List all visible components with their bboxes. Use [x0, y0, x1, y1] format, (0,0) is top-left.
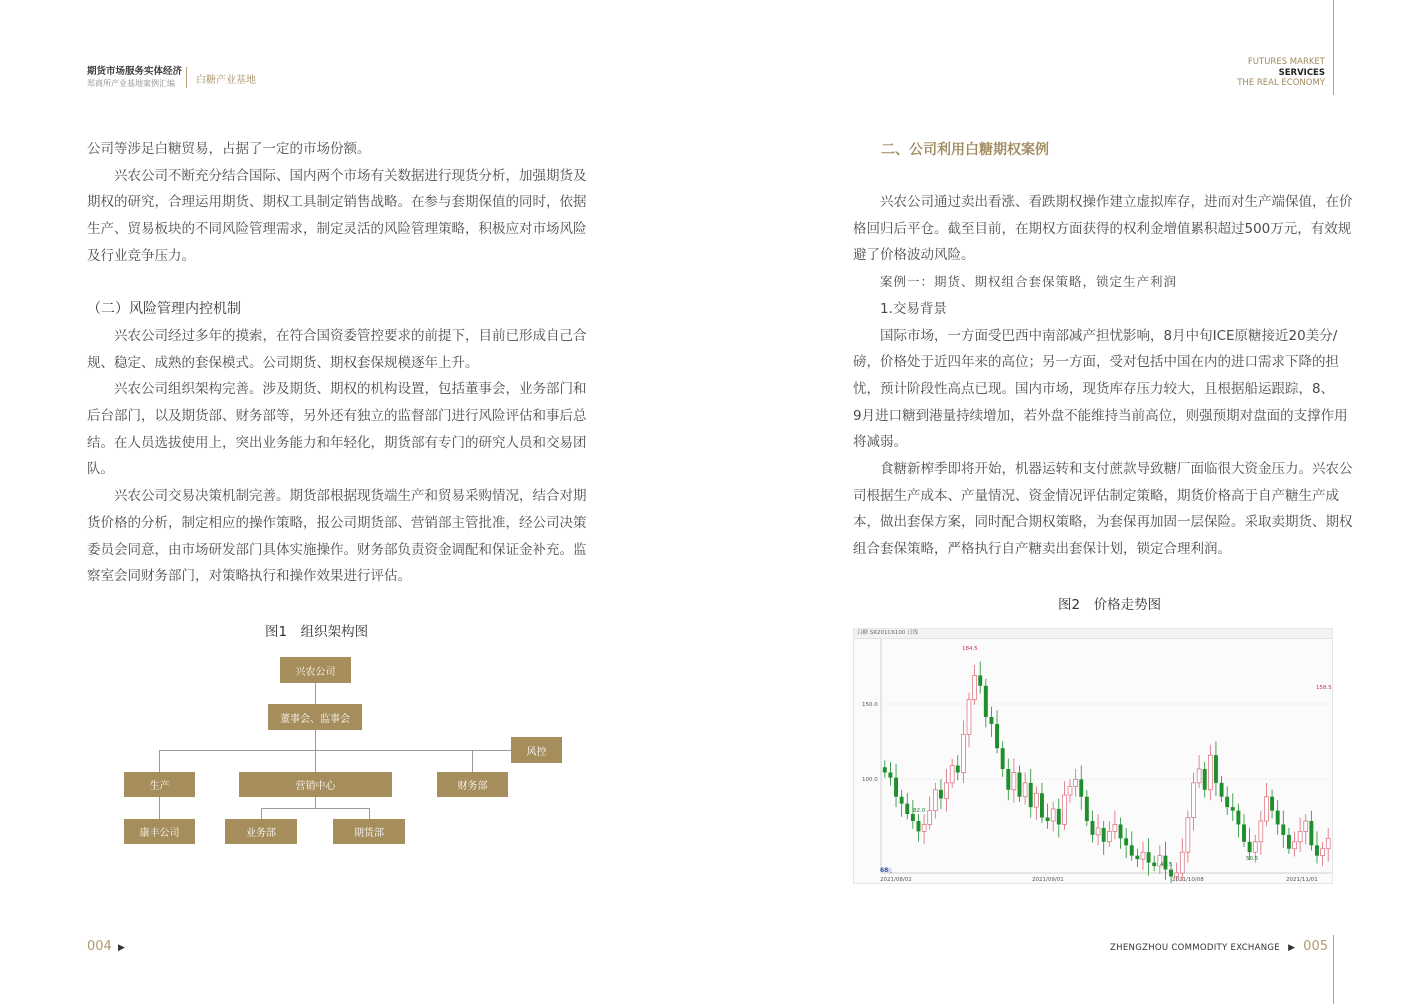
arrow-right-icon: ▶ — [1288, 943, 1296, 953]
candle-body — [995, 724, 999, 748]
candle-body — [933, 790, 937, 811]
corner-label: 68 — [880, 867, 889, 874]
candle-body — [883, 767, 887, 772]
right-paragraph-1 — [853, 189, 1353, 269]
candle-body — [1029, 783, 1033, 807]
header-real-economy: THE REAL ECONOMY — [1237, 78, 1325, 88]
text-line: 本，做出套保方案，同时配合期权策略，为套保再加固一层保险。采取卖期货、期权 — [853, 514, 1353, 531]
header-section-label: 白糖产业基地 — [196, 75, 256, 86]
org-box-futures: 期货部 — [333, 819, 405, 844]
candle-body — [1130, 845, 1134, 855]
candle-body — [1220, 783, 1224, 797]
org-connector — [159, 797, 160, 819]
candle-body — [1253, 842, 1257, 852]
candle-body — [1119, 824, 1123, 838]
annotation-high: 184.5 — [962, 646, 978, 652]
candle-body — [1096, 828, 1100, 835]
candle-body — [1124, 838, 1128, 845]
candle-body — [1259, 821, 1263, 842]
left-header — [87, 66, 182, 89]
candle-body — [894, 778, 898, 797]
candle-body — [978, 675, 982, 685]
text-line: 期权的研究，合理运用期货、期权工具制定销售战略。在参与套期保值的同时，依据 — [87, 194, 587, 211]
right-paragraph-3 — [853, 456, 1353, 563]
candle-body — [1309, 821, 1313, 845]
candle-body — [900, 797, 904, 804]
left-paragraph-3 — [87, 323, 587, 376]
org-box-business: 业务部 — [225, 819, 297, 844]
candle-body — [1270, 797, 1274, 811]
text-line: 队。 — [87, 461, 114, 478]
candle-body — [1214, 755, 1218, 783]
candle-body — [956, 766, 960, 773]
left-paragraph-4 — [87, 376, 587, 483]
header-futures-market: FUTURES MARKET — [1247, 57, 1325, 67]
org-connector — [315, 683, 316, 704]
text-line: 货价格的分析，制定相应的操作策略，报公司期货部、营销部主管批准，经公司决策 — [87, 514, 587, 531]
corner-unit: 元 — [887, 868, 893, 874]
org-box-kangfeng: 康丰公司 — [124, 819, 195, 844]
text-line: 磅，价格处于近四年来的高位；另一方面，受对包括中国在内的进口需求下降的担 — [853, 354, 1339, 371]
text-line: 国际市场，一方面受巴西中南部减产担忧影响，8月中旬ICE原糖接近20美分/ — [853, 327, 1338, 344]
org-box-marketing-center: 营销中心 — [239, 772, 392, 797]
candle-body — [922, 824, 926, 831]
candle-body — [1192, 783, 1196, 818]
candle-body — [1068, 786, 1072, 795]
text-line: 兴农公司组织架构完善。涉及期货、期权的机构设置，包括董事会，业务部门和 — [87, 381, 587, 398]
header-divider — [186, 67, 187, 88]
footer-right — [1110, 939, 1328, 954]
org-connector — [261, 808, 262, 819]
right-edge-line-bottom — [1333, 935, 1334, 1004]
candle-body — [973, 675, 977, 699]
candles-group — [883, 662, 1330, 883]
annotation-low-3: 50.5 — [1246, 856, 1259, 862]
candle-body — [1304, 821, 1308, 831]
header-services: SERVICES — [1278, 67, 1325, 78]
candle-body — [1203, 769, 1207, 790]
x-tick-label: 2021/10/08 — [1172, 877, 1204, 883]
text-line: 兴农公司不断充分结合国际、国内两个市场有关数据进行现货分析，加强期货及 — [87, 167, 587, 184]
candle-body — [1091, 821, 1095, 835]
subheading-trade-background: 1.交易背景 — [853, 300, 947, 317]
left-paragraph-5 — [87, 483, 587, 590]
org-connector — [315, 797, 316, 808]
candle-body — [1135, 856, 1139, 859]
text-line: 兴农公司经过多年的摸索，在符合国资委管控要求的前提下，目前已形成自己合 — [87, 327, 587, 344]
candle-body — [950, 766, 954, 783]
x-tick-label: 2021/09/01 — [1032, 877, 1064, 883]
left-column-text — [87, 136, 587, 590]
candle-body — [1018, 772, 1022, 796]
right-paragraph-2 — [853, 323, 1348, 457]
org-connector — [159, 750, 160, 772]
candle-body — [1102, 828, 1106, 842]
candle-body — [917, 821, 921, 831]
candle-body — [1175, 873, 1179, 876]
chart-toolbar-label: 白糖 SR201C6100 日线 — [857, 630, 919, 636]
org-box-board: 董事会、监事会 — [268, 704, 362, 730]
right-header — [1237, 57, 1325, 89]
right-edge-line-top — [1333, 0, 1334, 95]
candle-body — [1276, 811, 1280, 825]
candle-body — [1006, 769, 1010, 790]
candle-body — [1107, 831, 1111, 841]
text-line: 司根据生产成本、产量情况、资金情况评估制定策略，期货价格高于自产糖生产成 — [853, 487, 1339, 504]
org-box-finance: 财务部 — [437, 772, 508, 797]
candle-body — [1085, 797, 1089, 821]
candle-body — [911, 814, 915, 821]
left-paragraph-2 — [87, 163, 587, 270]
text-line: 格回归后平仓。截至目前，在期权方面获得的权利金增值累积超过500万元，有效规 — [853, 220, 1352, 237]
page-number: 005 — [1303, 939, 1328, 954]
text-line: 规、稳定、成熟的套保模式。公司期货、期权套保规模逐年上升。 — [87, 354, 479, 371]
candle-body — [1034, 793, 1038, 807]
text-line: 9月进口糖到港量持续增加，若外盘不能维持当前高位，则强预期对盘面的支撑作用 — [853, 407, 1348, 424]
x-tick-label: 2021/08/02 — [880, 877, 912, 883]
text-line: 忧，预计阶段性高点已现。国内市场，现货库存压力较大，且根据船运跟踪，8、 — [853, 380, 1335, 397]
candlestick-plot — [854, 629, 1332, 883]
header-subtitle: 郑商所产业基地案例汇编 — [87, 79, 175, 88]
candle-body — [905, 804, 909, 814]
text-line: 将减弱。 — [853, 434, 907, 451]
candle-body — [1298, 831, 1302, 841]
candle-body — [1208, 755, 1212, 790]
figure1-title: 图1 组织架构图 — [265, 624, 369, 640]
annotation-high-2: 158.5 — [1316, 685, 1332, 691]
candle-body — [1326, 838, 1330, 848]
candle-body — [967, 700, 971, 735]
candle-body — [888, 772, 892, 777]
x-tick-label: 2021/11/01 — [1286, 877, 1318, 883]
text-line: 生产、贸易板块的不同风险管理需求，制定灵活的风险管理策略，积极应对市场风险 — [87, 221, 587, 238]
candle-body — [1152, 863, 1156, 866]
y-tick-150: 150.0 — [862, 702, 878, 708]
text-line: 公司等涉足白糖贸易，占据了一定的市场份额。 — [87, 141, 371, 157]
candle-body — [984, 686, 988, 717]
candle-body — [1057, 809, 1061, 825]
candle-body — [1236, 811, 1240, 825]
candle-body — [1197, 769, 1201, 783]
text-line: 食糖新榨季即将开始，机器运转和支付蔗款导致糖厂面临很大资金压力。兴农公 — [853, 461, 1353, 478]
candle-body — [1046, 818, 1050, 821]
candle-body — [1113, 824, 1117, 831]
text-line: 组合套保策略，严格执行自产糖卖出套保计划，锁定合理利润。 — [853, 541, 1231, 558]
org-connector — [369, 808, 370, 819]
org-connector — [315, 730, 316, 772]
text-line: 及行业竞争压力。 — [87, 247, 195, 264]
text-line: 后台部门，以及期货部、财务部等，另外还有独立的监督部门进行风险评估和事后总 — [87, 408, 587, 425]
exchange-name: ZHENGZHOU COMMODITY EXCHANGE — [1110, 943, 1280, 953]
candle-body — [945, 783, 949, 799]
candle-body — [961, 734, 965, 772]
text-line: 避了价格波动风险。 — [853, 247, 975, 264]
candle-body — [1141, 852, 1145, 859]
candle-body — [1186, 818, 1190, 853]
candle-body — [1062, 795, 1066, 824]
candle-body — [1147, 852, 1151, 862]
candle-body — [1012, 772, 1016, 789]
candle-body — [1079, 779, 1083, 796]
annotation-low-1: 82.0 — [913, 808, 926, 814]
annotation-low-2: 46.5 — [1160, 862, 1173, 868]
candle-body — [1074, 779, 1078, 786]
candle-body — [1180, 852, 1184, 873]
org-connector — [472, 750, 473, 772]
candle-body — [1315, 845, 1319, 855]
footer-left-page-number — [87, 939, 125, 954]
candle-body — [1321, 849, 1325, 856]
org-connector — [159, 750, 511, 751]
figure2-title: 图2 价格走势图 — [1058, 597, 1162, 613]
candle-body — [1040, 793, 1044, 817]
candle-body — [1225, 797, 1229, 807]
text-line: 察室会同财务部门，对策略执行和操作效果进行评估。 — [87, 568, 411, 585]
candle-body — [1293, 842, 1297, 849]
candle-body — [1248, 842, 1252, 852]
org-box-company: 兴农公司 — [280, 657, 351, 683]
header-title: 期货市场服务实体经济 — [87, 66, 183, 77]
candle-body — [1023, 783, 1027, 797]
candle-body — [1231, 807, 1235, 810]
text-line: 兴农公司交易决策机制完善。期货部根据现货端生产和贸易采购情况，结合对期 — [87, 488, 587, 505]
candle-body — [928, 811, 932, 825]
text-line: 结。在人员选拔使用上，突出业务能力和年轻化，期货部有专门的研究人员和交易团 — [87, 434, 587, 451]
candle-body — [939, 790, 943, 799]
candle-body — [1169, 870, 1173, 877]
text-line: 委员会同意，由市场研发部门具体实施操作。财务部负责资金调配和保证金补充。监 — [87, 541, 587, 558]
right-column-text — [853, 189, 1353, 563]
section-subheading: （二）风险管理内控机制 — [87, 301, 241, 318]
candle-body — [1001, 748, 1005, 769]
arrow-right-icon: ▶ — [117, 943, 125, 953]
candle-body — [989, 717, 993, 724]
org-connector — [261, 808, 369, 809]
candle-body — [1051, 809, 1055, 821]
candle-body — [1242, 824, 1246, 841]
org-box-production: 生产 — [124, 772, 195, 797]
candle-body — [1281, 824, 1285, 834]
right-section-heading: 二、公司利用白糖期权案例 — [881, 142, 1049, 158]
org-box-risk-control: 风控 — [511, 737, 562, 763]
candle-body — [1264, 797, 1268, 821]
text-line: 兴农公司通过卖出看涨、看跌期权操作建立虚拟库存，进而对生产端保值，在价 — [853, 194, 1353, 210]
candle-body — [1287, 835, 1291, 849]
left-paragraph-1 — [87, 136, 567, 163]
case-heading: 案例一：期货、期权组合套保策略，锁定生产利润 — [853, 274, 1178, 290]
price-chart — [853, 628, 1333, 884]
page-number: 004 — [87, 939, 112, 954]
y-tick-100: 100.0 — [862, 777, 878, 783]
